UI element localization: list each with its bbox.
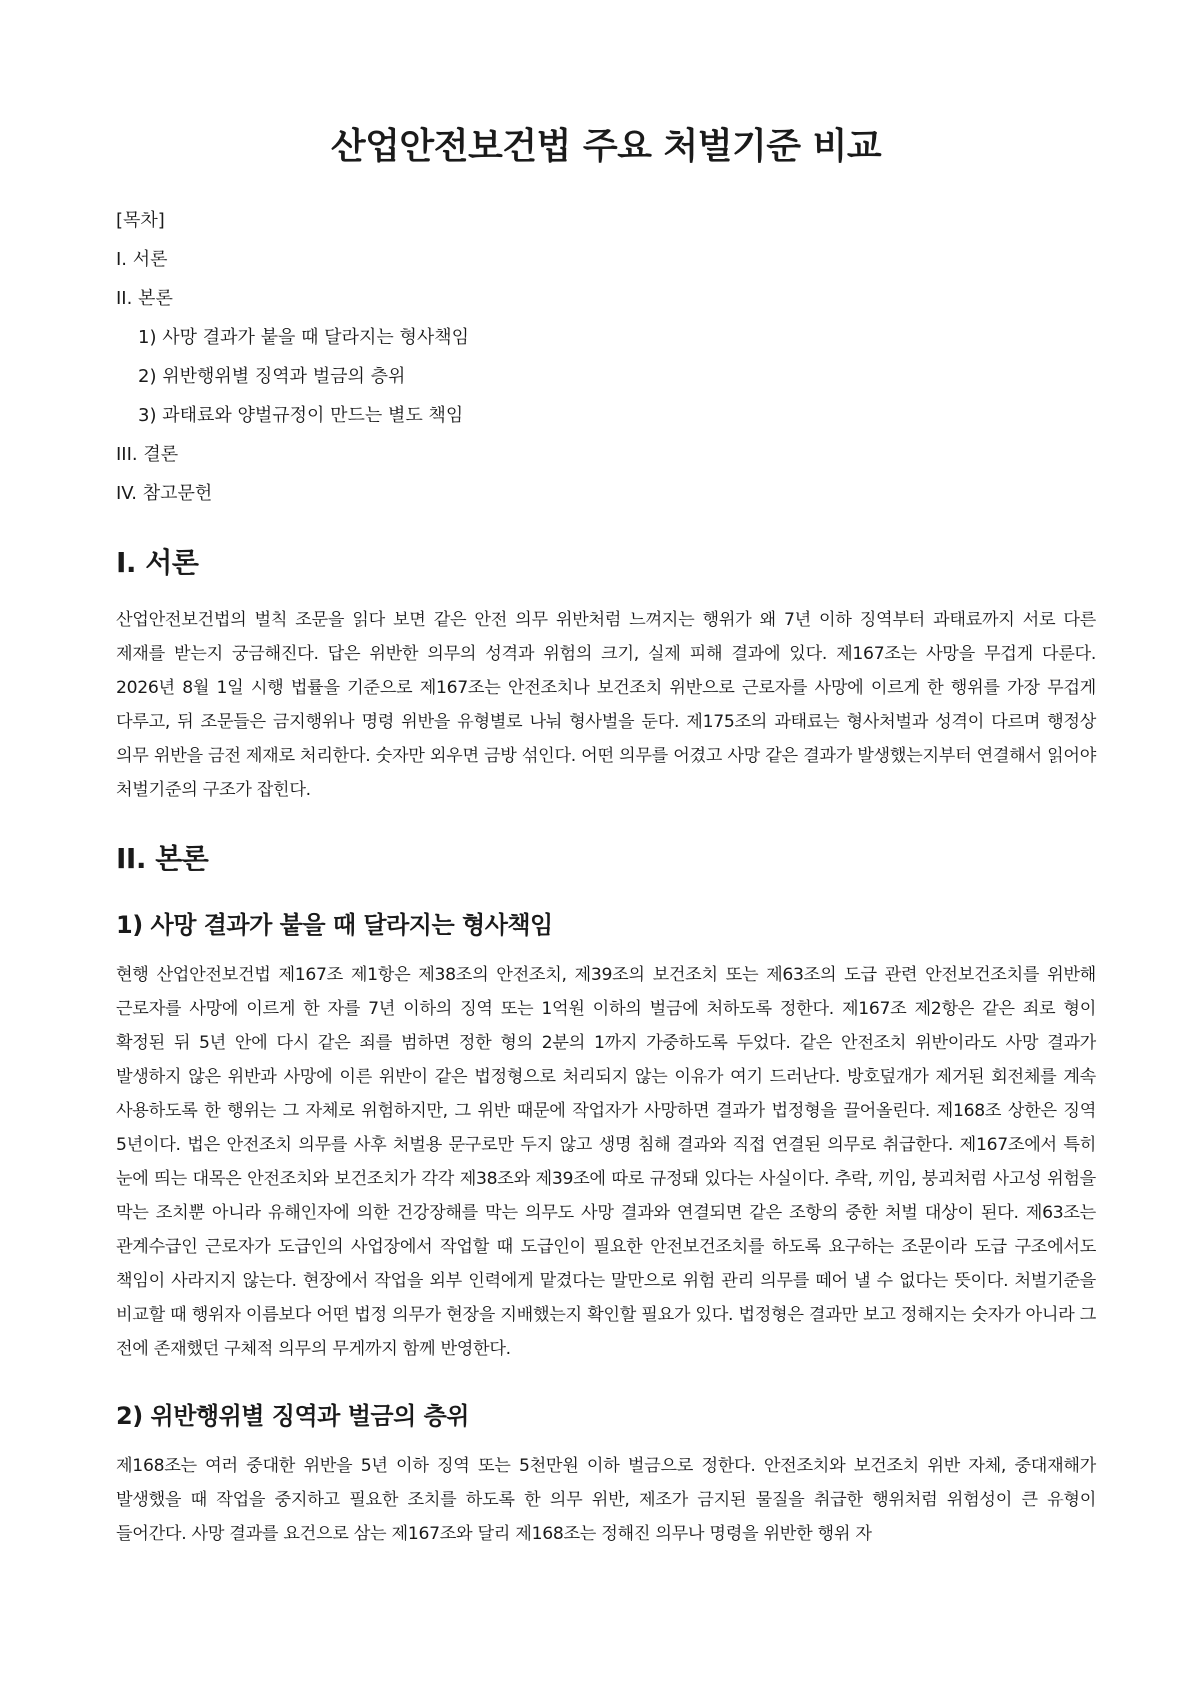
document-title: 산업안전보건법 주요 처벌기준 비교 <box>330 126 882 167</box>
toc-item-body-3: 3) 과태료와 양벌규정이 만드는 별도 책임 <box>138 405 464 426</box>
section-heading-intro: I. 서론 <box>116 546 199 579</box>
toc-item-intro: I. 서론 <box>116 249 168 270</box>
toc-heading: [목차] <box>116 210 165 231</box>
toc-item-body: II. 본론 <box>116 288 173 309</box>
intro-paragraph: 산업안전보건법의 벌칙 조문을 읽다 보면 같은 안전 의무 위반처럼 느껴지는 행위가 왜 7년 이하 징역부터 과태료까지 서로 다른 제재를 받는지 궁금해진다. 답은 위반한 의무의 성격과 위험의 크기, 실제 피해 결과에 있다. 제167조는 사망을 무겁게 다룬다. 2026년 8월 1일 시행 법률을 기준으로 제167조는 안전조치나 보건조치 위반으로 근로자를 사망에 이르게 한 행위를 가장 무겁게 다루고, 뒤 조문들은 금지행위나 명령 위반을 유형별로 나눠 형사벌을 둔다. 제175조의 과태료는 형사처벌과 성격이 다르며 행정상 의무 위반을 금전 제재로 처리한다. 숫자만 외우면 금방 섞인다. 어떤 의무를 어겼고 사망 같은 결과가 발생했는지부터 연결해서 읽어야 처벌기준의 구조가 잡힌다. <box>116 610 1096 800</box>
subsection-1-paragraph: 현행 산업안전보건법 제167조 제1항은 제38조의 안전조치, 제39조의 보건조치 또는 제63조의 도급 관련 안전보건조치를 위반해 근로자를 사망에 이르게 한 자를 7년 이하의 징역 또는 1억원 이하의 벌금에 처하도록 정한다. 제167조 제2항은 같은 죄로 형이 확정된 뒤 5년 안에 다시 같은 죄를 범하면 정한 형의 2분의 1까지 가중하도록 두었다. 같은 안전조치 위반이라도 사망 결과가 발생하지 않은 위반과 사망에 이른 위반이 같은 법정형으로 처리되지 않는 이유가 여기 드러난다. 방호덮개가 제거된 회전체를 계속 사용하도록 한 행위는 그 자체로 위험하지만, 그 위반 때문에 작업자가 사망하면 결과가 법정형을 끌어올린다. 제168조 상한은 징역 5년이다. 법은 안전조치 의무를 사후 처벌용 문구로만 두지 않고 생명 침해 결과와 직접 연결된 의무로 취급한다. 제167조에서 특히 눈에 띄는 대목은 안전조치와 보건조치가 각각 제38조와 제39조에 따로 규정돼 있다는 사실이다. 추락, 끼임, 붕괴처럼 사고성 위험을 막는 조치뿐 아니라 유해인자에 의한 건강장해를 막는 의무도 사망 결과와 연결되면 같은 조항의 중한 처벌 대상이 된다. 제63조는 관계수급인 근로자가 도급인의 사업장에서 작업할 때 도급인이 필요한 안전보건조치를 하도록 요구하는 조문이라 도급 구조에서도 책임이 사라지지 않는다. 현장에서 작업을 외부 인력에게 맡겼다는 말만으로 위험 관리 의무를 떼어 낼 수 없다는 뜻이다. 처벌기준을 비교할 때 행위자 이름보다 어떤 법정 의무가 현장을 지배했는지 확인할 필요가 있다. 법정형은 결과만 보고 정해지는 숫자가 아니라 그 전에 존재했던 구체적 의무의 무게까지 함께 반영한다. <box>116 965 1096 1359</box>
toc-item-conclusion: III. 결론 <box>116 444 179 465</box>
section-intro <box>116 541 1096 807</box>
table-of-contents <box>116 201 1096 513</box>
toc-item-body-1: 1) 사망 결과가 붙을 때 달라지는 형사책임 <box>138 327 470 348</box>
section-body <box>116 837 1096 1551</box>
subsection-heading-1: 1) 사망 결과가 붙을 때 달라지는 형사책임 <box>116 911 553 939</box>
toc-item-body-2: 2) 위반행위별 징역과 벌금의 층위 <box>138 366 406 387</box>
subsection-2-paragraph: 제168조는 여러 중대한 위반을 5년 이하 징역 또는 5천만원 이하 벌금으로 정한다. 안전조치와 보건조치 위반 자체, 중대재해가 발생했을 때 작업을 중지하고 필요한 조치를 하도록 한 의무 위반, 제조가 금지된 물질을 취급한 행위처럼 위험성이 큰 유형이 들어간다. 사망 결과를 요건으로 삼는 제167조와 달리 제168조는 정해진 의무나 명령을 위반한 행위 자 <box>116 1456 1096 1544</box>
section-heading-body: II. 본론 <box>116 842 209 875</box>
toc-item-references: IV. 참고문헌 <box>116 483 213 504</box>
subsection-heading-2: 2) 위반행위별 징역과 벌금의 층위 <box>116 1402 469 1430</box>
